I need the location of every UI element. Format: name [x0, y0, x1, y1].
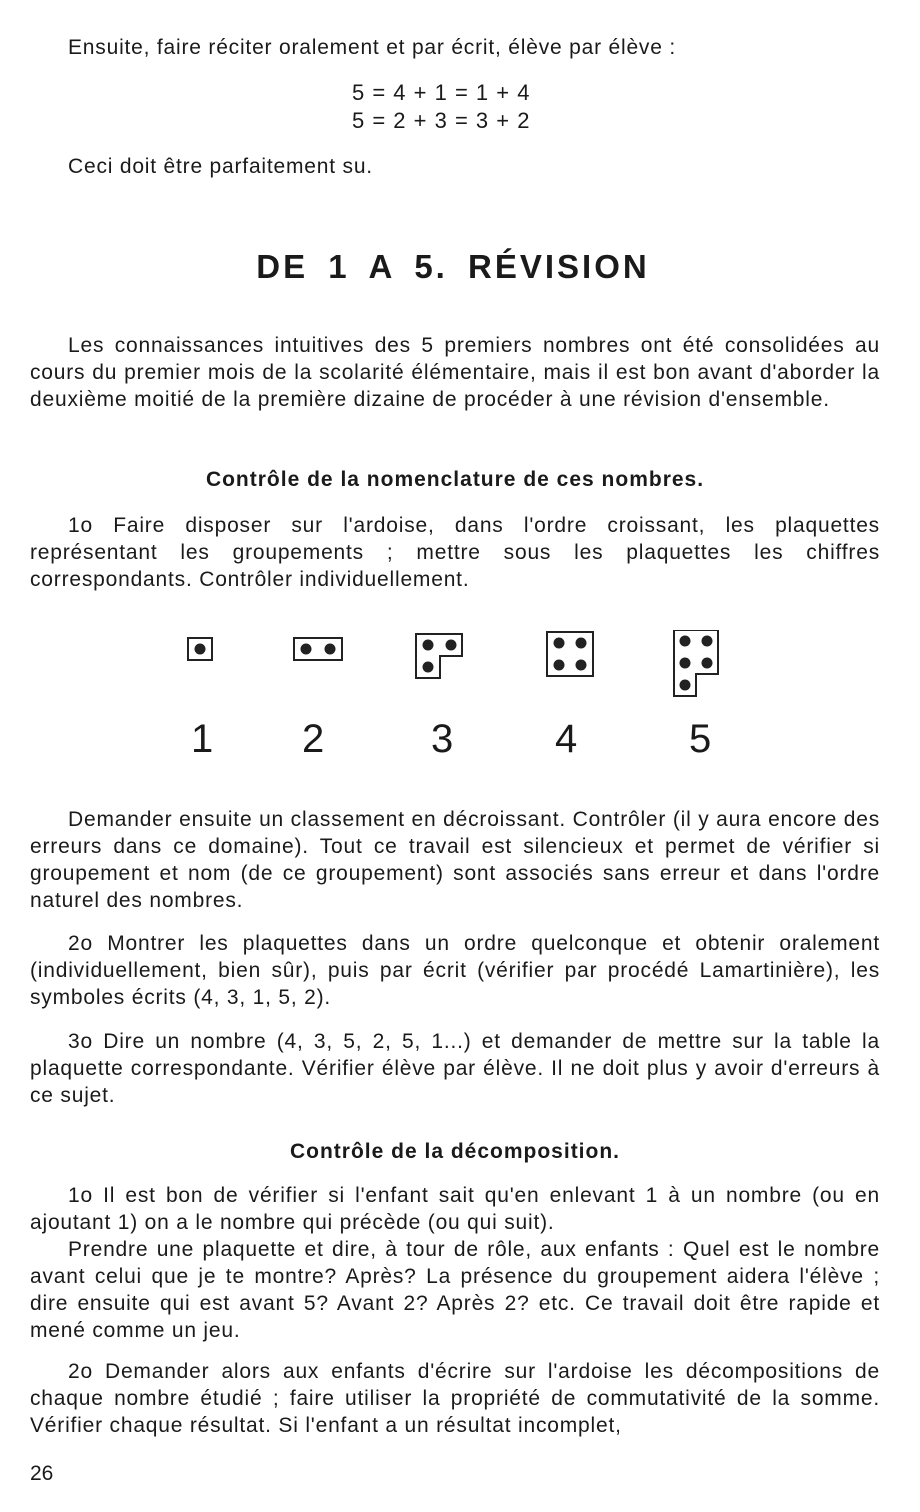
- item-number: 1o: [68, 514, 93, 537]
- decomposition-item-1-continued: Prendre une plaquette et dire, à tour de rôle, aux enfants : Quel est le nombre avant celui que je te montre? Après? La présence du groupement aidera l'élève ; dire ensuite qui est avant 5? Avant 2? Après 2? etc. Ce travail doit être rapide et mené comme un jeu.: [30, 1238, 880, 1342]
- item-text: Faire disposer sur l'ardoise, dans l'ordre croissant, les plaquettes représentant les groupements ; mettre sous les plaquettes les chiffres correspondants. Contrôler individuellement.: [30, 514, 880, 591]
- plaquette-4: [547, 632, 593, 676]
- equation-2: 5 = 2 + 3 = 3 + 2: [352, 108, 531, 133]
- page-number: 26: [30, 1462, 54, 1485]
- figure-number-3: 3: [431, 717, 454, 761]
- figure-number-5: 5: [689, 717, 712, 761]
- plaquette-5: [674, 630, 718, 696]
- item-number: 1o: [68, 1184, 93, 1207]
- item-text: Demander alors aux enfants d'écrire sur l'ardoise les décompositions de chaque nombre étudié ; faire utiliser la propriété de commutativité de la somme. Vérifier chaque résultat. Si l'enfant a un résultat incomplet,: [30, 1360, 881, 1437]
- intro-conclusion: Ceci doit être parfaitement su.: [68, 155, 373, 178]
- decomposition-item-2: [30, 1358, 880, 1439]
- item-text: Dire un nombre (4, 3, 5, 2, 5, 1...) et demander de mettre sur la table la plaquette correspondante. Vérifier élève par élève. Il ne doit plus y avoir d'erreurs à ce sujet.: [30, 1030, 880, 1107]
- item-text: Il est bon de vérifier si l'enfant sait qu'en enlevant 1 à un nombre (ou en ajoutant 1) on a le nombre qui précède (ou qui suit).: [30, 1184, 880, 1234]
- nomenclature-item-1: [30, 512, 880, 593]
- section-heading-nomenclature: Contrôle de la nomenclature de ces nombres.: [205, 468, 705, 491]
- plaquette-2: [294, 638, 342, 660]
- nomenclature-item-2: [30, 930, 880, 1011]
- section-heading-decomposition: Contrôle de la décomposition.: [289, 1140, 621, 1163]
- decomposition-item-1: [30, 1182, 880, 1236]
- item-text: Montrer les plaquettes dans un ordre quelconque et obtenir oralement (individuellement, bien sûr), puis par écrit (vérifier par procédé Lamartinière), les symboles écrits (4, 3, 1, 5, 2).: [30, 932, 881, 1009]
- plaquettes-figure: [186, 630, 726, 700]
- equation-1: 5 = 4 + 1 = 1 + 4: [352, 80, 531, 105]
- nomenclature-item-3: [30, 1028, 880, 1109]
- figure-number-1: 1: [191, 717, 214, 761]
- intro-paragraph: Les connaissances intuitives des 5 premiers nombres ont été consolidées au cours du premier mois de la scolarité élémentaire, mais il est bon avant d'aborder la deuxième moitié de la première dizaine de procéder à une révision d'ensemble.: [30, 334, 880, 411]
- figure-number-2: 2: [302, 717, 325, 761]
- item-number: 3o: [68, 1030, 93, 1053]
- intro-line: Ensuite, faire réciter oralement et par écrit, élève par élève :: [68, 36, 676, 59]
- page-title: DE 1 A 5. RÉVISION: [256, 248, 650, 285]
- figure-number-4: 4: [555, 717, 578, 761]
- plaquette-1: [188, 638, 212, 660]
- item-number: 2o: [68, 932, 93, 955]
- item-number: 2o: [68, 1360, 93, 1383]
- after-figure-paragraph: Demander ensuite un classement en décroissant. Contrôler (il y aura encore des erreurs dans ce domaine). Tout ce travail est silencieux et permet de vérifier si groupement et nom (de ce groupement) sont associés sans erreur et dans l'ordre naturel des nombres.: [30, 808, 880, 912]
- plaquette-3: [416, 634, 462, 678]
